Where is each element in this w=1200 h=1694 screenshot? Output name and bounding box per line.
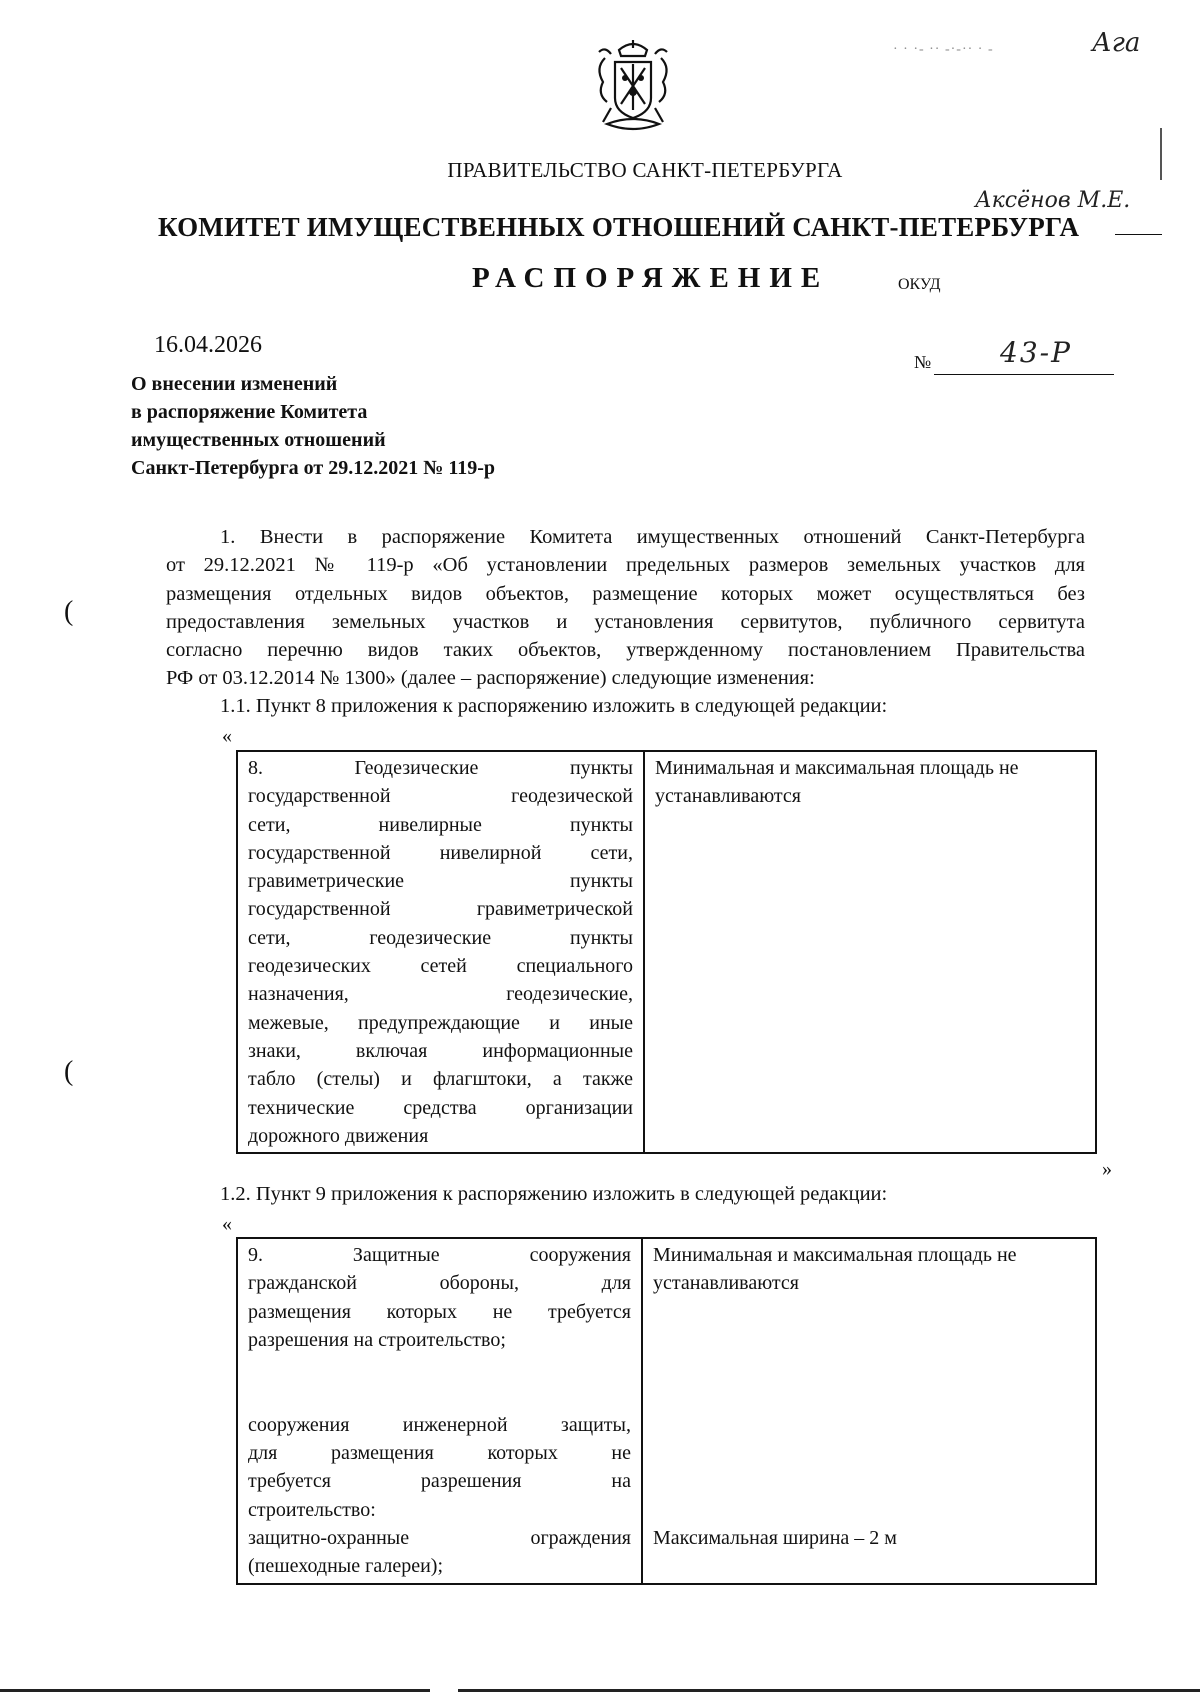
cell-spacer	[248, 1382, 631, 1410]
margin-paren: (	[64, 596, 74, 627]
cell-spacer	[653, 1439, 1085, 1467]
table-row	[237, 751, 1096, 1153]
cell-line: межевые, предупреждающие и иные	[248, 1011, 633, 1034]
number-underline	[934, 374, 1114, 375]
cell-spacer	[653, 1496, 1085, 1524]
cell-spacer	[653, 1467, 1085, 1495]
registration-stamp: · · ·‑ ·· ‑·‑·· · ‑	[893, 42, 994, 57]
open-quote: «	[222, 725, 232, 747]
cell-line: устанавливаются	[653, 1272, 799, 1295]
paragraph-1	[166, 523, 1085, 693]
cell-line: требуется разрешения на	[248, 1470, 631, 1493]
scan-edge-line	[458, 1689, 1200, 1692]
cell-spacer	[653, 1326, 1085, 1354]
cell-line: строительство:	[248, 1498, 376, 1521]
cell-line: геодезических сетей специального	[248, 955, 633, 978]
subject-line: имущественных отношений	[131, 429, 386, 451]
government-heading: ПРАВИТЕЛЬСТВО САНКТ-ПЕТЕРБУРГА	[447, 158, 843, 182]
cell-line: для размещения которых не	[248, 1442, 631, 1465]
cell-line: защитно-охранные ограждения	[248, 1526, 631, 1549]
paragraph-line: предоставления земельных участков и установления сервитутов, публичного сервитута	[166, 610, 1085, 633]
paragraph-line: от 29.12.2021 № 119-р «Об установлении предельных размеров земельных участков для	[166, 554, 1085, 577]
cell-line: сети, нивелирные пункты	[248, 813, 633, 836]
cell-line: 8. Геодезические пункты	[248, 757, 633, 779]
cell-line: государственной нивелирной сети,	[248, 841, 633, 864]
close-quote: »	[1102, 1158, 1112, 1180]
item-1-1: 1.1. Пункт 8 приложения к распоряжению изложить в следующей редакции:	[220, 695, 888, 717]
cell-line: Минимальная и максимальная площадь не	[655, 757, 1019, 779]
cell-line: назначения, геодезические,	[248, 983, 633, 1006]
document-type-title: РАСПОРЯЖЕНИЕ	[472, 262, 830, 294]
corner-handwriting: Ага	[1092, 28, 1141, 58]
document-date: 16.04.2026	[154, 332, 262, 358]
table-cell-description	[237, 1238, 642, 1584]
subject-block	[131, 370, 495, 482]
committee-heading: КОМИТЕТ ИМУЩЕСТВЕННЫХ ОТНОШЕНИЙ САНКТ-ПЕТЕРБУРГА	[158, 212, 1080, 242]
cell-line: табло (стелы) и флагштоки, а также	[248, 1068, 633, 1091]
cell-line: сооружения инженерной защиты,	[248, 1413, 631, 1436]
cell-line: устанавливаются	[655, 785, 801, 808]
cell-line: знаки, включая информационные	[248, 1039, 633, 1062]
scan-edge-line	[0, 1689, 430, 1692]
cell-line: разрешения на строительство;	[248, 1328, 506, 1351]
table-cell-limits	[642, 1238, 1096, 1584]
table-row	[237, 1238, 1096, 1584]
document-number: 43-Р	[1000, 336, 1072, 369]
strike-mark	[1115, 234, 1162, 235]
cell-line: размещения которых не требуется	[248, 1300, 631, 1323]
item-1-2: 1.2. Пункт 9 приложения к распоряжению изложить в следующей редакции:	[220, 1183, 888, 1205]
table-cell-limits	[644, 751, 1096, 1153]
cell-spacer	[653, 1298, 1085, 1326]
subject-line: Санкт-Петербурга от 29.12.2021 № 119-р	[131, 457, 496, 479]
paragraph-line: согласно перечню видов таких объектов, утвержденному постановлением Правительства	[166, 639, 1085, 662]
paragraph-line: размещения отдельных видов объектов, размещение которых может осуществляться без	[166, 582, 1085, 605]
number-label: №	[914, 352, 932, 372]
table-item-8	[236, 750, 1097, 1154]
cell-spacer	[248, 1354, 631, 1382]
cell-spacer	[653, 1382, 1085, 1410]
okud-label: ОКУД	[898, 276, 941, 293]
subject-line: в распоряжение Комитета	[131, 401, 368, 423]
cell-line: гражданской обороны, для	[248, 1272, 631, 1295]
cell-line: технические средства организации	[248, 1096, 633, 1119]
cell-line: 9. Защитные сооружения	[248, 1244, 631, 1266]
coat-of-arms-icon	[585, 38, 681, 136]
table-cell-description	[237, 751, 644, 1153]
cell-spacer	[653, 1411, 1085, 1439]
paragraph-line: 1. Внести в распоряжение Комитета имущественных отношений Санкт-Петербурга	[220, 526, 1085, 548]
subject-line: О внесении изменений	[131, 373, 338, 395]
table-item-9	[236, 1237, 1097, 1585]
margin-paren: (	[64, 1056, 74, 1087]
cell-line: дорожного движения	[248, 1124, 429, 1147]
cell-line: (пешеходные галереи);	[248, 1555, 444, 1578]
paragraph-line: РФ от 03.12.2014 № 1300» (далее – распоряжение) следующие изменения:	[166, 667, 815, 690]
cell-line: Минимальная и максимальная площадь не	[653, 1244, 1017, 1266]
cell-line: государственной геодезической	[248, 785, 633, 808]
cell-line: государственной гравиметрической	[248, 898, 633, 921]
cell-spacer	[653, 1354, 1085, 1382]
cell-line: Максимальная ширина – 2 м	[653, 1526, 897, 1549]
cell-line: сети, геодезические пункты	[248, 926, 633, 949]
open-quote: «	[222, 1213, 232, 1235]
signature-handwriting: Аксёнов М.Е.	[975, 188, 1131, 213]
cell-line: гравиметрические пункты	[248, 870, 633, 893]
